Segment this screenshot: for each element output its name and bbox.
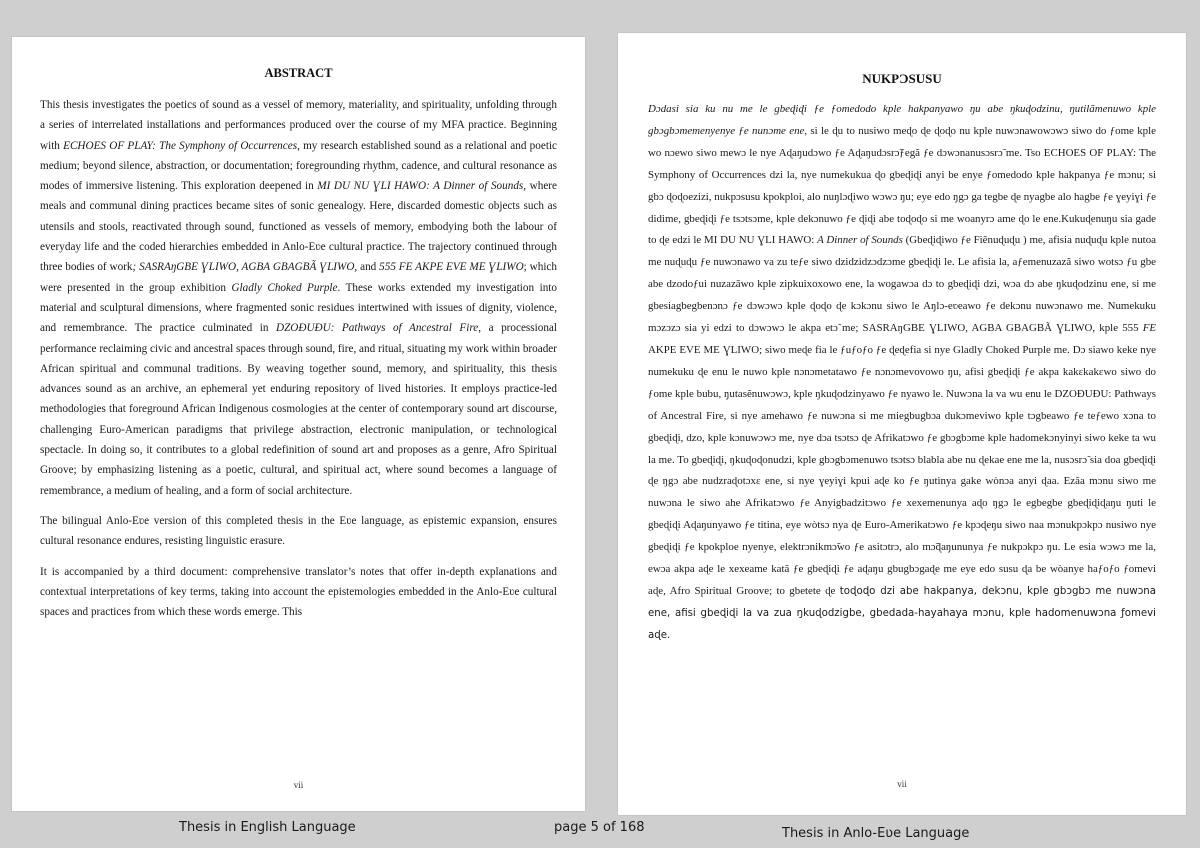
work-title-dzodudu: DZOĐUĐU: Pathways of Ancestral Fire: [275, 322, 479, 335]
sans-serif-closing-text: toɖoɖo dzi abe hakpanya, dekɔnu, kple gbɔgbɔ me nuwɔna ene, afisi gbeɖiɖi la va zua ŋkuɖodzigbe, gbedada-hayahaya mɔnu, kple hadomenuwɔna ƒomevi aɖe.: [648, 585, 1156, 641]
page-title: ABSTRACT: [264, 66, 333, 80]
nukposusu-opening-italic: Dɔdasi sia ku nu me le gbeɖiɖi ƒe ƒomedodo kple hakpanyawo ŋu abe ŋkuɖodzinu, ŋutilãmenuwo kple gbɔgbɔmemenyenye ƒe nunɔme ene,: [648, 103, 1156, 137]
anlo-ewe-thesis-page: [618, 33, 1186, 815]
italic-fe: FE: [1142, 322, 1156, 335]
abstract-paragraph-1: This thesis investigates the poetics of sound as a vessel of memory, materiality, and spirituality, unfolding through a series of interrelated installations and performances produced over the course of my MFA practice. Beginning with ECHOES OF PLAY: The Symphony of Occurrences, my research established sound as a relational and poetic medium; beyond silence, abstraction, or documentation; foregrounding rhythm, cadence, and cultural resonance as modes of immersive listening. This exploration deepened in MI DU NU ƔLI HAWO: A Dinner of Sounds, where meals and communal dining practices became sites of sonic genealogy. Here, discarded domestic objects such as utensils and stools, reactivated through sound, functioned as vessels of memory, embodying both the labour of everyday life and the coded hierarchies embedded in Anlo-Eʋe cultural practice. The trajectory continued through three bodies of work; SASRAŋGBE ƔLIWO, AGBA GBAGBÃ ƔLIWO, and 555 FE AKPE EVE ME ƔLIWO; which were presented in the group exhibition Gladly Choked Purple. These works extended my investigation into material and sculptural dimensions, where fragmented sonic residues intertwined with issues of dignity, violence, and remembrance. The practice culminated in DZOĐUĐU: Pathways of Ancestral Fire, a processional performance reclaiming civic and ancestral spaces through sound, fire, and ritual, situating my work within broader African spiritual and communal traditions. By weaving together sound, memory, and spirituality, this thesis advances sound as an archive, an ephemeral yet enduring repository of lived histories. It employs practice-led methodologies that foreground African Indigenous cosmologies at the center of contemporary sound art discourse, challenging Euro-American paradigms that privilege abstraction, electronic manipulation, or technological spectacle. In doing so, it contributes to a global redefinition of sound art and proposes as a genre, Afro Spiritual Groove; by emphasizing listening as a poetic, cultural, and spiritual act, where sound becomes a language of remembrance, a medium of healing, and a form of social architecture.: [40, 99, 558, 497]
work-title-sasrangbe-agba: ; SASRAŋGBE ƔLIWO, AGBA GBAGBÃ ƔLIWO,: [132, 261, 358, 274]
english-thesis-caption: Thesis in English Language: [179, 820, 356, 835]
abstract-paragraph-2: The bilingual Anlo-Eʋe version of this completed thesis in the Eʋe language, as epistemic expansion, ensures cultural resonance endures, resisting linguistic erasure.: [40, 514, 557, 548]
nukposusu-body: [648, 99, 1156, 647]
abstract-body: [40, 95, 557, 622]
work-title-555-fe-akpe: 555 FE AKPE EVE ME ƔLIWO: [379, 261, 524, 274]
work-title-dinner-of-sounds: A Dinner of Sounds: [817, 234, 903, 247]
page-title: NUKPƆSUSU: [862, 71, 942, 86]
work-title-mi-du-nu-yli-hawo: MI DU NU ƔLI HAWO: A Dinner of Sounds,: [317, 180, 527, 193]
anlo-ewe-thesis-caption: Thesis in Anlo-Eʋe Language: [782, 826, 970, 841]
abstract-paragraph-3: It is accompanied by a third document: comprehensive translator’s notes that offer in-depth explanations and contextual interpretations of key terms, taking into account the epistemologies embedded in the Anlo-Eʋe cultural spaces and practices from which these words emerge. This: [40, 565, 557, 619]
work-title-echoes-of-play: ECHOES OF PLAY: The Symphony of Occurrences: [63, 139, 298, 152]
exhibition-title-gladly-choked-purple: Gladly Choked Purple: [231, 281, 338, 294]
english-thesis-page: [12, 37, 585, 811]
page-counter: page 5 of 168: [554, 820, 645, 835]
nukposusu-paragraph-1: Dɔdasi sia ku nu me le gbeɖiɖi ƒe ƒomedodo kple hakpanyawo ŋu abe ŋkuɖodzinu, ŋutilãmenuwo kple gbɔgbɔmemenyenye ƒe nunɔme ene, si le ɖu to nusiwo meɖo ɖe ɖoɖo nu kple nuwɔnawowɔwɔ siwo do ƒome kple wo nɔewo siwo mewɔ le nye Aɖaŋudɔwo ƒe Aɖaŋudɔsrɔ̃ƒegã ƒe dɔwɔnanusɔsrɔ̃ me. Tso ECHOES OF PLAY: The Symphony of Occurrences dzi la, nye numekukua ɖo gbeɖiɖi anyi be enye ƒomedodo kple hakpanya ƒe mɔnu; si gbɔ ɖoɖoezizi, nukpɔsusu kpokploi, alo nuŋlɔɖiwo wɔwɔ ŋu; eye edo ŋgɔ ga tegbe ɖe nyagbe alo hagbe ƒe ɣeyiɣi ƒe didime, gbeɖiɖi ƒe tsɔtsɔme, kple dekɔnuwo ƒe ɖiɖi abe toɖoɖo si me woanyrɔ ame ɖo le ene.Kukuɖenuŋu sia gade to ɖe edzi le MI DU NU ƔLI HAWO: A Dinner of Sounds (Gbeɖiɖiwo ƒe Fiẽnuɖuɖu ) me, afisia nuɖuɖu kple nutoa me nuɖuɖu ƒe nuwɔnawo va zu teƒe siwo dzidzidzɔdzɔme gbeɖiɖi le. Le afisia la, aƒemenuzazã siwo wotsɔ ƒu gbe abe dzodoƒui nuzazãwo kple zipkuixoxowo ene, la wogawɔa dɔ to gbeɖiɖi dzi, wɔa dɔ abe ŋkuɖodzinu ene, si me gbesiagbegbenɔnɔ ƒe dɔwɔwɔ kple ɖoɖo ɖe kɔkɔnu siwo le Aŋlɔ-eʋeawo ƒe dekɔnu nuwɔnawo me. Numekuku mɔzɔzɔ sia yi edzi to dɔwɔwɔ le akpa etɔ̃ me; SASRAŋGBE ƔLIWO, AGBA GBAGBÃ ƔLIWO, kple 555 FE AKPE EVE ME ƔLIWO; siwo meɖe fia le ƒuƒoƒo ƒe ɖeɖefia si nye Gladly Choked Purple me. Dɔ siawo keke nye numekuku ɖe enu le nuwo kple nɔnɔmetatawo ƒe nɔnɔmevovowo ŋu, afisi gbeɖiɖi ƒe akpa kakɛkakɛwo siwo do ƒome kple bubu, ŋutasẽnuwɔwɔ, kple ŋkuɖodzinyawo ƒe nyawo le. Nuwɔna la va wu enu le DZOĐUĐU: Pathways of Ancestral Fire, si nye amehawo ƒe nuwɔna si me miegbugbɔa dukɔmeviwo kple tɔgbeawo ƒe teƒewo xɔna to gbeɖiɖi, dzo, kple kɔnuwɔwɔ me, nye dɔa tsɔtsɔ ɖe Afrikatɔwo ƒe gbɔgbɔme kple hadomekɔnyinyi siwo keke ta wu la me. To gbeɖiɖi, ŋkuɖoɖonudzi, kple gbɔgbɔmenuwo tsɔtsɔ blabla abe nu ɖekae ene me la, nusɔsrɔ̃ sia doa gbeɖiɖi ɖe ŋgɔ abe nudzraɖotɔxɛ ene, si nye ɣeyiɣi kpui aɖe ko ƒe ŋutinya gake wònɔa anyi ɖaa. Ezãa mɔnu siwo me nuwɔna le siwo ahe Afrikatɔwo ƒe Anyigbadzitɔwo ƒe xexemenunya aɖo ŋgɔ le egbegbe gbeɖiɖiɖaŋu ŋuti le gbeɖiɖi Aɖaŋunyawo ƒe titina, eye wòtsɔ nya ɖe Euro-Amerikatɔwo ƒe kpɔɖeŋu siwo naa mɔnukpɔkpɔ nusiwo nye gbeɖiɖi ƒe kpokploe nyenye, elektrɔnikmɔ̃wo ƒe asitɔtrɔ, alo mɔ̃ɖaŋununya ƒe nukpɔkpɔ ŋu. Le esia wɔwɔ me la, ewɔa akpa aɖe le xexeame katã ƒe gbeɖiɖi ƒe aɖaŋu gbugbɔgaɖe me eye edo susu ɖa be wòanye haƒoƒo ƒomevi aɖe, Afro Spiritual Groove; to gbetete ɖe toɖoɖo dzi abe hakpanya, dekɔnu, kple gbɔgbɔ me nuwɔna ene, afisi gbeɖiɖi la va zua ŋkuɖodzigbe, gbedada-hayahaya mɔnu, kple hadomenuwɔna ƒomevi aɖe.: [648, 103, 1156, 641]
page-number: vii: [897, 779, 907, 789]
page-number: vii: [293, 780, 304, 790]
